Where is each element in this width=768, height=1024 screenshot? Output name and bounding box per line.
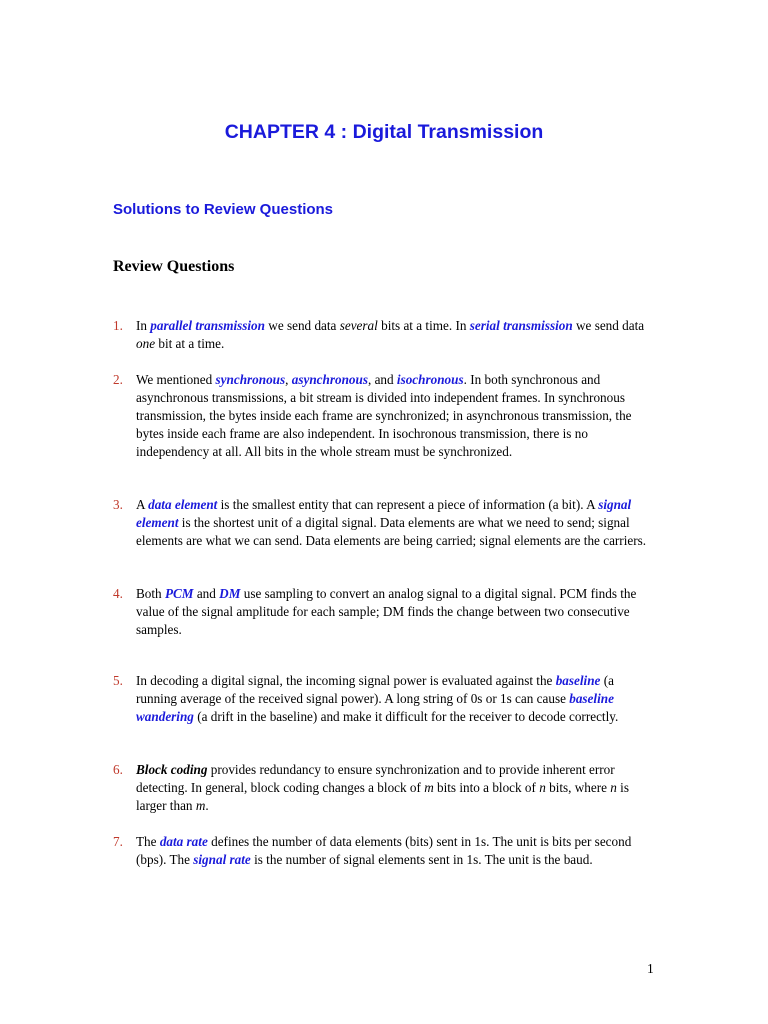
question-text: In decoding a digital signal, the incoming signal power is evaluated against the baseline (a running average of the received signal power). A long string of 0s or 1s can cause baseline wandering (a drift in the baseline) and make it difficult for the receiver to decode correctly. (136, 673, 619, 724)
question-number: 6. (113, 762, 123, 777)
question-item-6 (113, 761, 658, 815)
question-item-2 (113, 371, 658, 461)
question-item-4 (113, 585, 658, 639)
term-signal-element: signal element (136, 497, 632, 530)
question-text: Both PCM and DM use sampling to convert an analog signal to a digital signal. PCM finds the value of the signal amplitude for each sample; DM finds the change between two consecutive samples. (136, 586, 637, 637)
section-title: Solutions to Review Questions (113, 201, 334, 218)
term-pcm: PCM (164, 586, 194, 601)
question-text: The data rate defines the number of data elements (bits) sent in 1s. The unit is bits per second (bps). The signal rate is the number of signal elements sent in 1s. The unit is the baud. (136, 834, 632, 867)
chapter-title: CHAPTER 4 : Digital Transmission (224, 121, 544, 143)
question-number: 2. (113, 372, 123, 387)
question-item-5 (113, 672, 658, 726)
term-asynchronous: asynchronous (291, 372, 368, 387)
question-number: 7. (113, 834, 123, 849)
question-text: A data element is the smallest entity that can represent a piece of information (a bit). A signal element is the shortest unit of a digital signal. Data elements are what we need to send; signal elements are what we can send. Data elements are being carried; signal elements are the carriers. (136, 497, 647, 548)
question-item-1 (113, 317, 658, 353)
question-text: Block coding provides redundancy to ensure synchronization and to provide inherent error detecting. In general, block coding changes a block of m bits into a block of n bits, where n is larger than m. (136, 762, 629, 813)
term-synchronous: synchronous (215, 372, 286, 387)
question-number: 4. (113, 586, 123, 601)
question-number: 5. (113, 673, 123, 688)
question-number: 1. (113, 318, 123, 333)
term-dm: DM (219, 586, 241, 601)
term-parallel-transmission: parallel transmission (150, 318, 265, 333)
question-text: In parallel transmission we send data several bits at a time. In serial transmission we send data one bit at a time. (136, 318, 645, 351)
term-isochronous: isochronous (396, 372, 464, 387)
term-serial-transmission: serial transmission (469, 318, 573, 333)
term-data-rate: data rate (159, 834, 208, 849)
question-number: 3. (113, 497, 123, 512)
question-text: We mentioned synchronous, asynchronous, and isochronous. In both synchronous and asynchronous transmissions, a bit stream is divided into independent frames. In synchronous transmission, the bytes inside each frame are synchronized; in asynchronous transmission, the bytes inside each frame are also independent. In isochronous transmission, there is no independency at all. All bits in the whole stream must be synchronized. (136, 372, 632, 459)
term-block-coding: Block coding (136, 762, 208, 777)
term-data-element: data element (148, 497, 218, 512)
term-baseline: baseline (555, 673, 601, 688)
term-signal-rate: signal rate (193, 852, 251, 867)
review-questions-heading: Review Questions (113, 258, 235, 275)
question-item-3 (113, 496, 658, 550)
question-item-7 (113, 833, 658, 869)
term-baseline-wandering: baseline wandering (136, 691, 614, 724)
page-number: 1 (647, 961, 654, 976)
